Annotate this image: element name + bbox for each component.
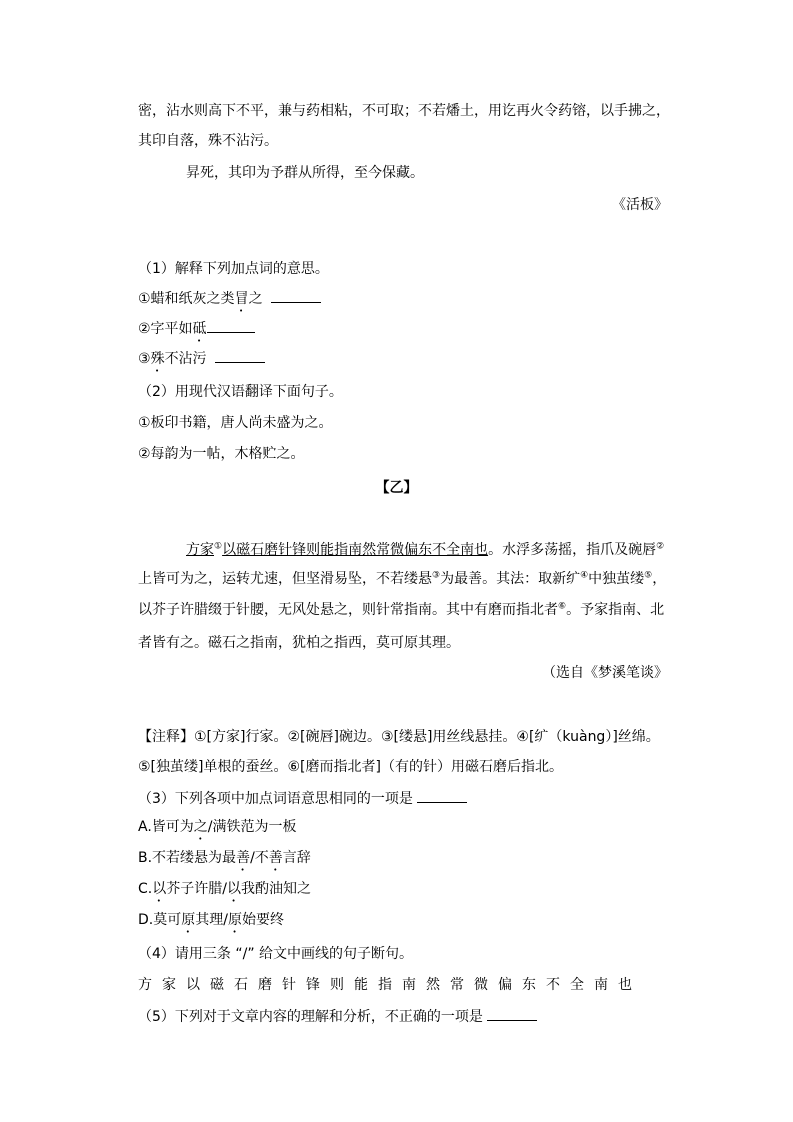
q3-option-b-dotted-2: 善 bbox=[268, 850, 283, 866]
q3-option-d-dotted-1: 原 bbox=[181, 912, 196, 928]
q4-stem: （4）请用三条 “/” 给文中画线的句子断句。 bbox=[138, 946, 414, 962]
q5-stem-text: （5）下列对于文章内容的理解和分析，不正确的一项是 bbox=[138, 1009, 483, 1025]
q3-option-a-mid: /满铁范为 bbox=[207, 819, 269, 835]
q3-option-a-dotted-1: 之 bbox=[193, 819, 208, 835]
q3-option-a-pre: A.皆可为 bbox=[138, 819, 194, 835]
q3-option-d-post: 始要终 bbox=[241, 912, 284, 928]
q1-item-1 bbox=[138, 288, 321, 315]
passage-b-line-4: 者皆有之。磁石之指南，犹柏之指西，莫可原其理。 bbox=[138, 635, 460, 651]
q3-option-b[interactable] bbox=[138, 848, 311, 874]
q3-option-c-pre: C. bbox=[138, 881, 153, 897]
q3-stem bbox=[138, 788, 467, 809]
q3-option-d-pre: D.莫可 bbox=[138, 912, 182, 928]
passage-b-line-1-rest: 。水浮多荡摇，指爪及碗唇 bbox=[488, 542, 657, 558]
q1-item-2 bbox=[138, 318, 255, 345]
note-ref-3: ③ bbox=[432, 570, 441, 581]
passage-b-line-3-a: 以芥子许腊缀于针腰，无风处悬之，则针常指南。其中有磨而指北者 bbox=[138, 602, 558, 618]
q3-option-c-dotted-2: 以 bbox=[226, 881, 241, 897]
underlined-phrase-start: 方家 bbox=[186, 542, 214, 558]
q3-option-c[interactable] bbox=[138, 879, 311, 905]
q3-option-d-dotted-2: 原 bbox=[227, 912, 242, 928]
passage-b-line-3 bbox=[138, 600, 664, 620]
passage-b-source: （选自《梦溪笔谈》 bbox=[542, 665, 668, 681]
passage-a-line-1: 密，沾水则高下不平，兼与药相粘，不可取；不若燔土，用讫再火令药镕，以手拂之， bbox=[138, 103, 670, 119]
q3-option-c-mid: 芥子许腊/ bbox=[166, 881, 227, 897]
q1-item-1-tail: 之 bbox=[248, 291, 263, 307]
q3-option-a-post: 一板 bbox=[268, 819, 297, 835]
q1-item-3-dotted-word: 殊 bbox=[150, 351, 165, 367]
q3-option-c-post: 我酌油知之 bbox=[240, 881, 311, 897]
passage-b-line-2-d: ， bbox=[652, 571, 667, 587]
passage-a-source: 《活板》 bbox=[612, 197, 668, 213]
q1-item-1-text: ①蜡和纸灰之类 bbox=[138, 291, 235, 307]
q3-option-b-dotted-1: 善 bbox=[236, 850, 251, 866]
passage-b-line-2-c: 中独茧缕 bbox=[588, 571, 645, 587]
q5-stem bbox=[138, 1006, 537, 1027]
passage-a-line-3: 昇死，其印为予群从所得，至今保藏。 bbox=[186, 165, 424, 181]
underlined-sentence: 以磁石磨针锋则能指南然常微偏东不全南也 bbox=[222, 542, 489, 558]
q3-option-b-pre: B.不若缕悬为最 bbox=[138, 850, 237, 866]
passage-a-line-2: 其印自落，殊不沾污。 bbox=[138, 133, 278, 149]
q3-option-d-mid: 其理/ bbox=[195, 912, 228, 928]
q2-stem: （2）用现代汉语翻译下面句子。 bbox=[138, 384, 343, 400]
q1-item-1-answer-blank[interactable] bbox=[271, 288, 321, 303]
note-ref-5: ⑤ bbox=[644, 570, 653, 581]
passage-b-line-1 bbox=[186, 540, 664, 560]
q3-option-c-dotted-1: 以 bbox=[152, 881, 167, 897]
passage-b-heading: 【乙】 bbox=[375, 480, 418, 496]
q3-option-a[interactable] bbox=[138, 817, 297, 843]
q5-answer-blank[interactable] bbox=[487, 1006, 537, 1021]
q3-stem-text: （3）下列各项中加点词语意思相同的一项是 bbox=[138, 791, 413, 807]
q1-item-3-tail: 不沾污 bbox=[164, 351, 207, 367]
passage-b-line-2-a: 上皆可为之，运转尤速，但坚滑易坠，不若缕悬 bbox=[138, 571, 432, 587]
q1-stem: （1）解释下列加点词的意思。 bbox=[138, 261, 329, 277]
q3-option-b-mid: /不 bbox=[250, 850, 269, 866]
note-ref-2: ② bbox=[656, 541, 665, 552]
q1-item-3-number: ③ bbox=[138, 351, 151, 367]
q1-item-2-dotted-word: 砥 bbox=[192, 321, 207, 337]
q3-option-b-post: 言辞 bbox=[282, 850, 311, 866]
notes-line-1: 【注释】①[方家]行家。②[碗唇]碗边。③[缕悬]用丝线悬挂。④[纩（kuàng）]丝绵。 bbox=[138, 729, 660, 745]
q2-sentence-1: ①板印书籍，唐人尚未盛为之。 bbox=[138, 415, 333, 431]
note-ref-1: ① bbox=[214, 541, 223, 552]
q1-item-1-dotted-word: 冒 bbox=[234, 291, 249, 307]
q1-item-2-answer-blank[interactable] bbox=[207, 318, 255, 333]
passage-b-line-3-b: 。予家指南、北 bbox=[566, 602, 665, 618]
q4-sentence: 方家以磁石磨针锋则能指南然常微偏东不全南也 bbox=[138, 977, 642, 993]
q3-answer-blank[interactable] bbox=[417, 788, 467, 803]
note-ref-6: ⑥ bbox=[558, 601, 567, 612]
notes-line-2: ⑤[独茧缕]单根的蚕丝。⑥[磨而指北者]（有的针）用磁石磨后指北。 bbox=[138, 759, 563, 775]
q3-option-d[interactable] bbox=[138, 910, 284, 936]
passage-b-line-2-b: 为最善。其法：取新纩 bbox=[440, 571, 581, 587]
q1-item-3 bbox=[138, 348, 265, 375]
q1-item-2-text: ②字平如 bbox=[138, 321, 193, 337]
note-ref-4: ④ bbox=[580, 570, 589, 581]
passage-b-line-2 bbox=[138, 569, 666, 589]
q2-sentence-2: ②每韵为一帖，木格贮之。 bbox=[138, 446, 305, 462]
q1-item-3-answer-blank[interactable] bbox=[215, 348, 265, 363]
